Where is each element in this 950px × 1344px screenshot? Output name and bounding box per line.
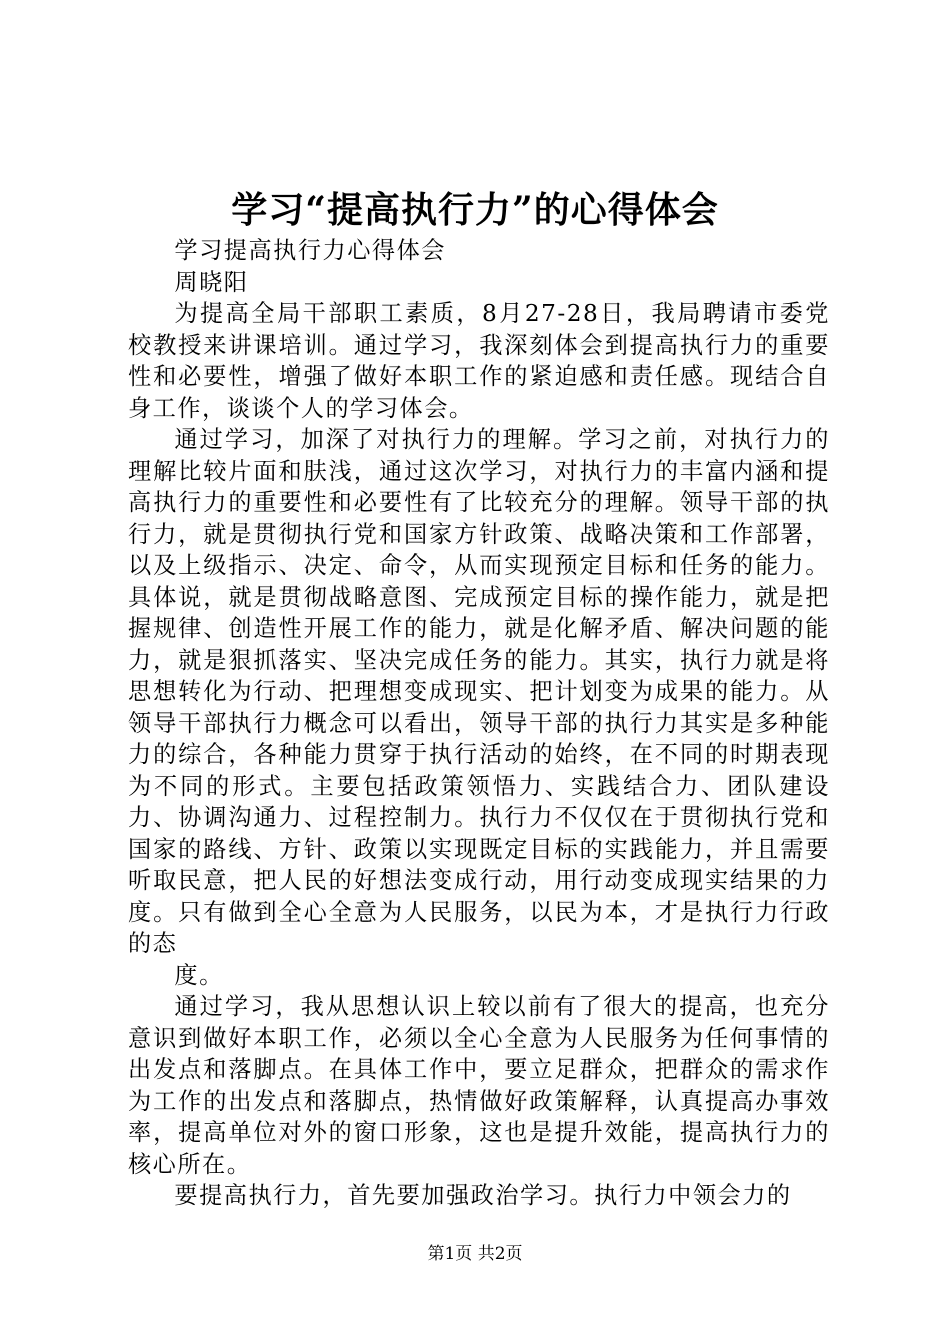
paragraph-5: 要提高执行力，首先要加强政治学习。执行力中领会力的 <box>174 1182 792 1209</box>
paragraph-4: 通过学习，我从思想认识上较以前有了很大的提高，也充分意识到做好本职工作，必须以全心全意为人民服务为任何事情的出发点和落脚点。在具体工作中，要立足群众，把群众的需求作为工作的出发点和落脚点，热情做好政策解释，认真提高办事效率，提高单位对外的窗口形象，这也是提升效能，提高执行力的核心所在。 <box>128 993 830 1178</box>
document-subtitle: 学习提高执行力心得体会 <box>174 237 446 264</box>
paragraph-3: 度。 <box>174 961 224 989</box>
document-author: 周晓阳 <box>174 268 249 296</box>
document-body <box>128 235 830 1212</box>
paragraph-1: 为提高全局干部职工素质，8月27-28日，我局聘请市委党校教授来讲课培训。通过学习，我深刻体会到提高执行力的重要性和必要性，增强了做好本职工作的紧迫感和责任感。现结合自身工作，谈谈个人的学习体会。 <box>128 300 830 422</box>
page-footer: 第1页 共2页 <box>427 1244 523 1264</box>
paragraph-2: 通过学习，加深了对执行力的理解。学习之前，对执行力的理解比较片面和肤浅，通过这次学习，对执行力的丰富内涵和提高执行力的重要性和必要性有了比较充分的理解。领导干部的执行力，就是贯彻执行党和国家方针政策、战略决策和工作部署，以及上级指示、决定、命令，从而实现预定目标和任务的能力。具体说，就是贯彻战略意图、完成预定目标的操作能力，就是把握规律、创造性开展工作的能力，就是化解矛盾、解决问题的能力，就是狠抓落实、坚决完成任务的能力。其实，执行力就是将思想转化为行动、把理想变成现实、把计划变为成果的能力。从领导干部执行力概念可以看出，领导干部的执行力其实是多种能力的综合，各种能力贯穿于执行活动的始终，在不同的时期表现为不同的形式。主要包括政策领悟力、实践结合力、团队建设力、协调沟通力、过程控制力。执行力不仅仅在于贯彻执行党和国家的路线、方针、政策以实现既定目标的实践能力，并且需要听取民意，把人民的好想法变成行动，用行动变成现实结果的力度。只有做到全心全意为人民服务，以民为本，才是执行力行政的态 <box>128 426 830 957</box>
document-title: 学习“提高执行力”的心得体会 <box>231 189 719 231</box>
